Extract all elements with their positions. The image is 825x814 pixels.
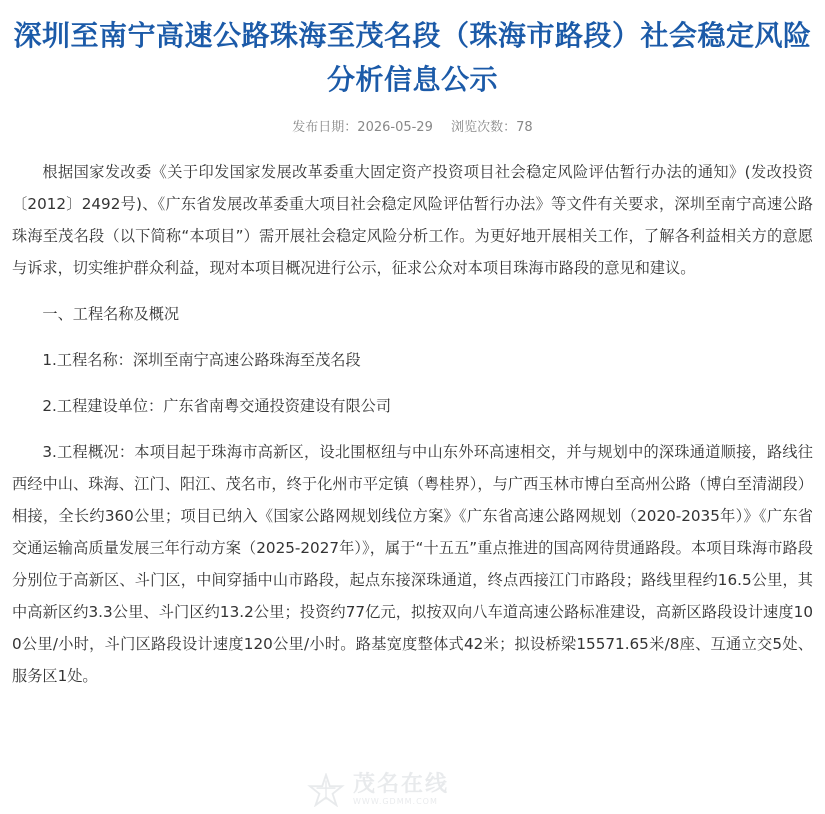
section-heading-1: 一、工程名称及概况 [42, 305, 180, 323]
article-meta [12, 116, 813, 140]
page-title: 深圳至南宁高速公路珠海至茂名段（珠海市路段）社会稳定风险分析信息公示 [13, 19, 812, 96]
paragraph-overview: 3.工程概况：本项目起于珠海市高新区，设北围枢纽与中山东外环高速相交，并与规划中的深珠通道顺接，路线往西经中山、珠海、江门、阳江、茂名市，终于化州市平定镇（粤桂界），与广西玉林市博白至高州公路（博白至清湖段）相接，全长约360公里；项目已纳入《国家公路网规划线位方案》《广东省高速公路网规划（2020-2035年）》《广东省交通运输高质量发展三年行动方案（2025-2027年）》，属于“十五五”重点推进的国高网待贯通路段。本项目珠海市路段分别位于高新区、斗门区，中间穿插中山市路段，起点东接深珠通道，终点西接江门市路段；路线里程约16.5公里，其中高新区约3.3公里、斗门区约13.2公里；投资约77亿元，拟按双向八车道高速公路标准建设，高新区路段设计速度100公里/小时，斗门区路段设计速度120公里/小时。路基宽度整体式42米；拟设桥梁15571.65米/8座、互通立交5处、服务区1处。 [12, 443, 813, 685]
paragraph-intro: 根据国家发改委《关于印发国家发展改革委重大固定资产投资项目社会稳定风险评估暂行办法的通知》(发改投资〔2012〕2492号)、《广东省发展改革委重大项目社会稳定风险评估暂行办法》等文件有关要求，深圳至南宁高速公路珠海至茂名段（以下简称“本项目”）需开展社会稳定风险分析工作。为更好地开展相关工作，了解各利益相关方的意愿与诉求，切实维护群众利益，现对本项目概况进行公示，征求公众对本项目珠海市路段的意见和建议。 [12, 163, 813, 277]
watermark-text: 茂名在线 [353, 772, 450, 797]
watermark-url: WWW.GDMM.COM [353, 797, 438, 806]
paragraph-builder: 2.工程建设单位：广东省南粤交通投资建设有限公司 [42, 397, 392, 415]
paragraph-project-name: 1.工程名称：深圳至南宁高速公路珠海至茂名段 [42, 351, 361, 369]
view-count: 浏览次数：78 [451, 120, 533, 135]
article-body [12, 156, 813, 692]
publish-date: 发布日期：2026-05-29 [292, 120, 433, 135]
